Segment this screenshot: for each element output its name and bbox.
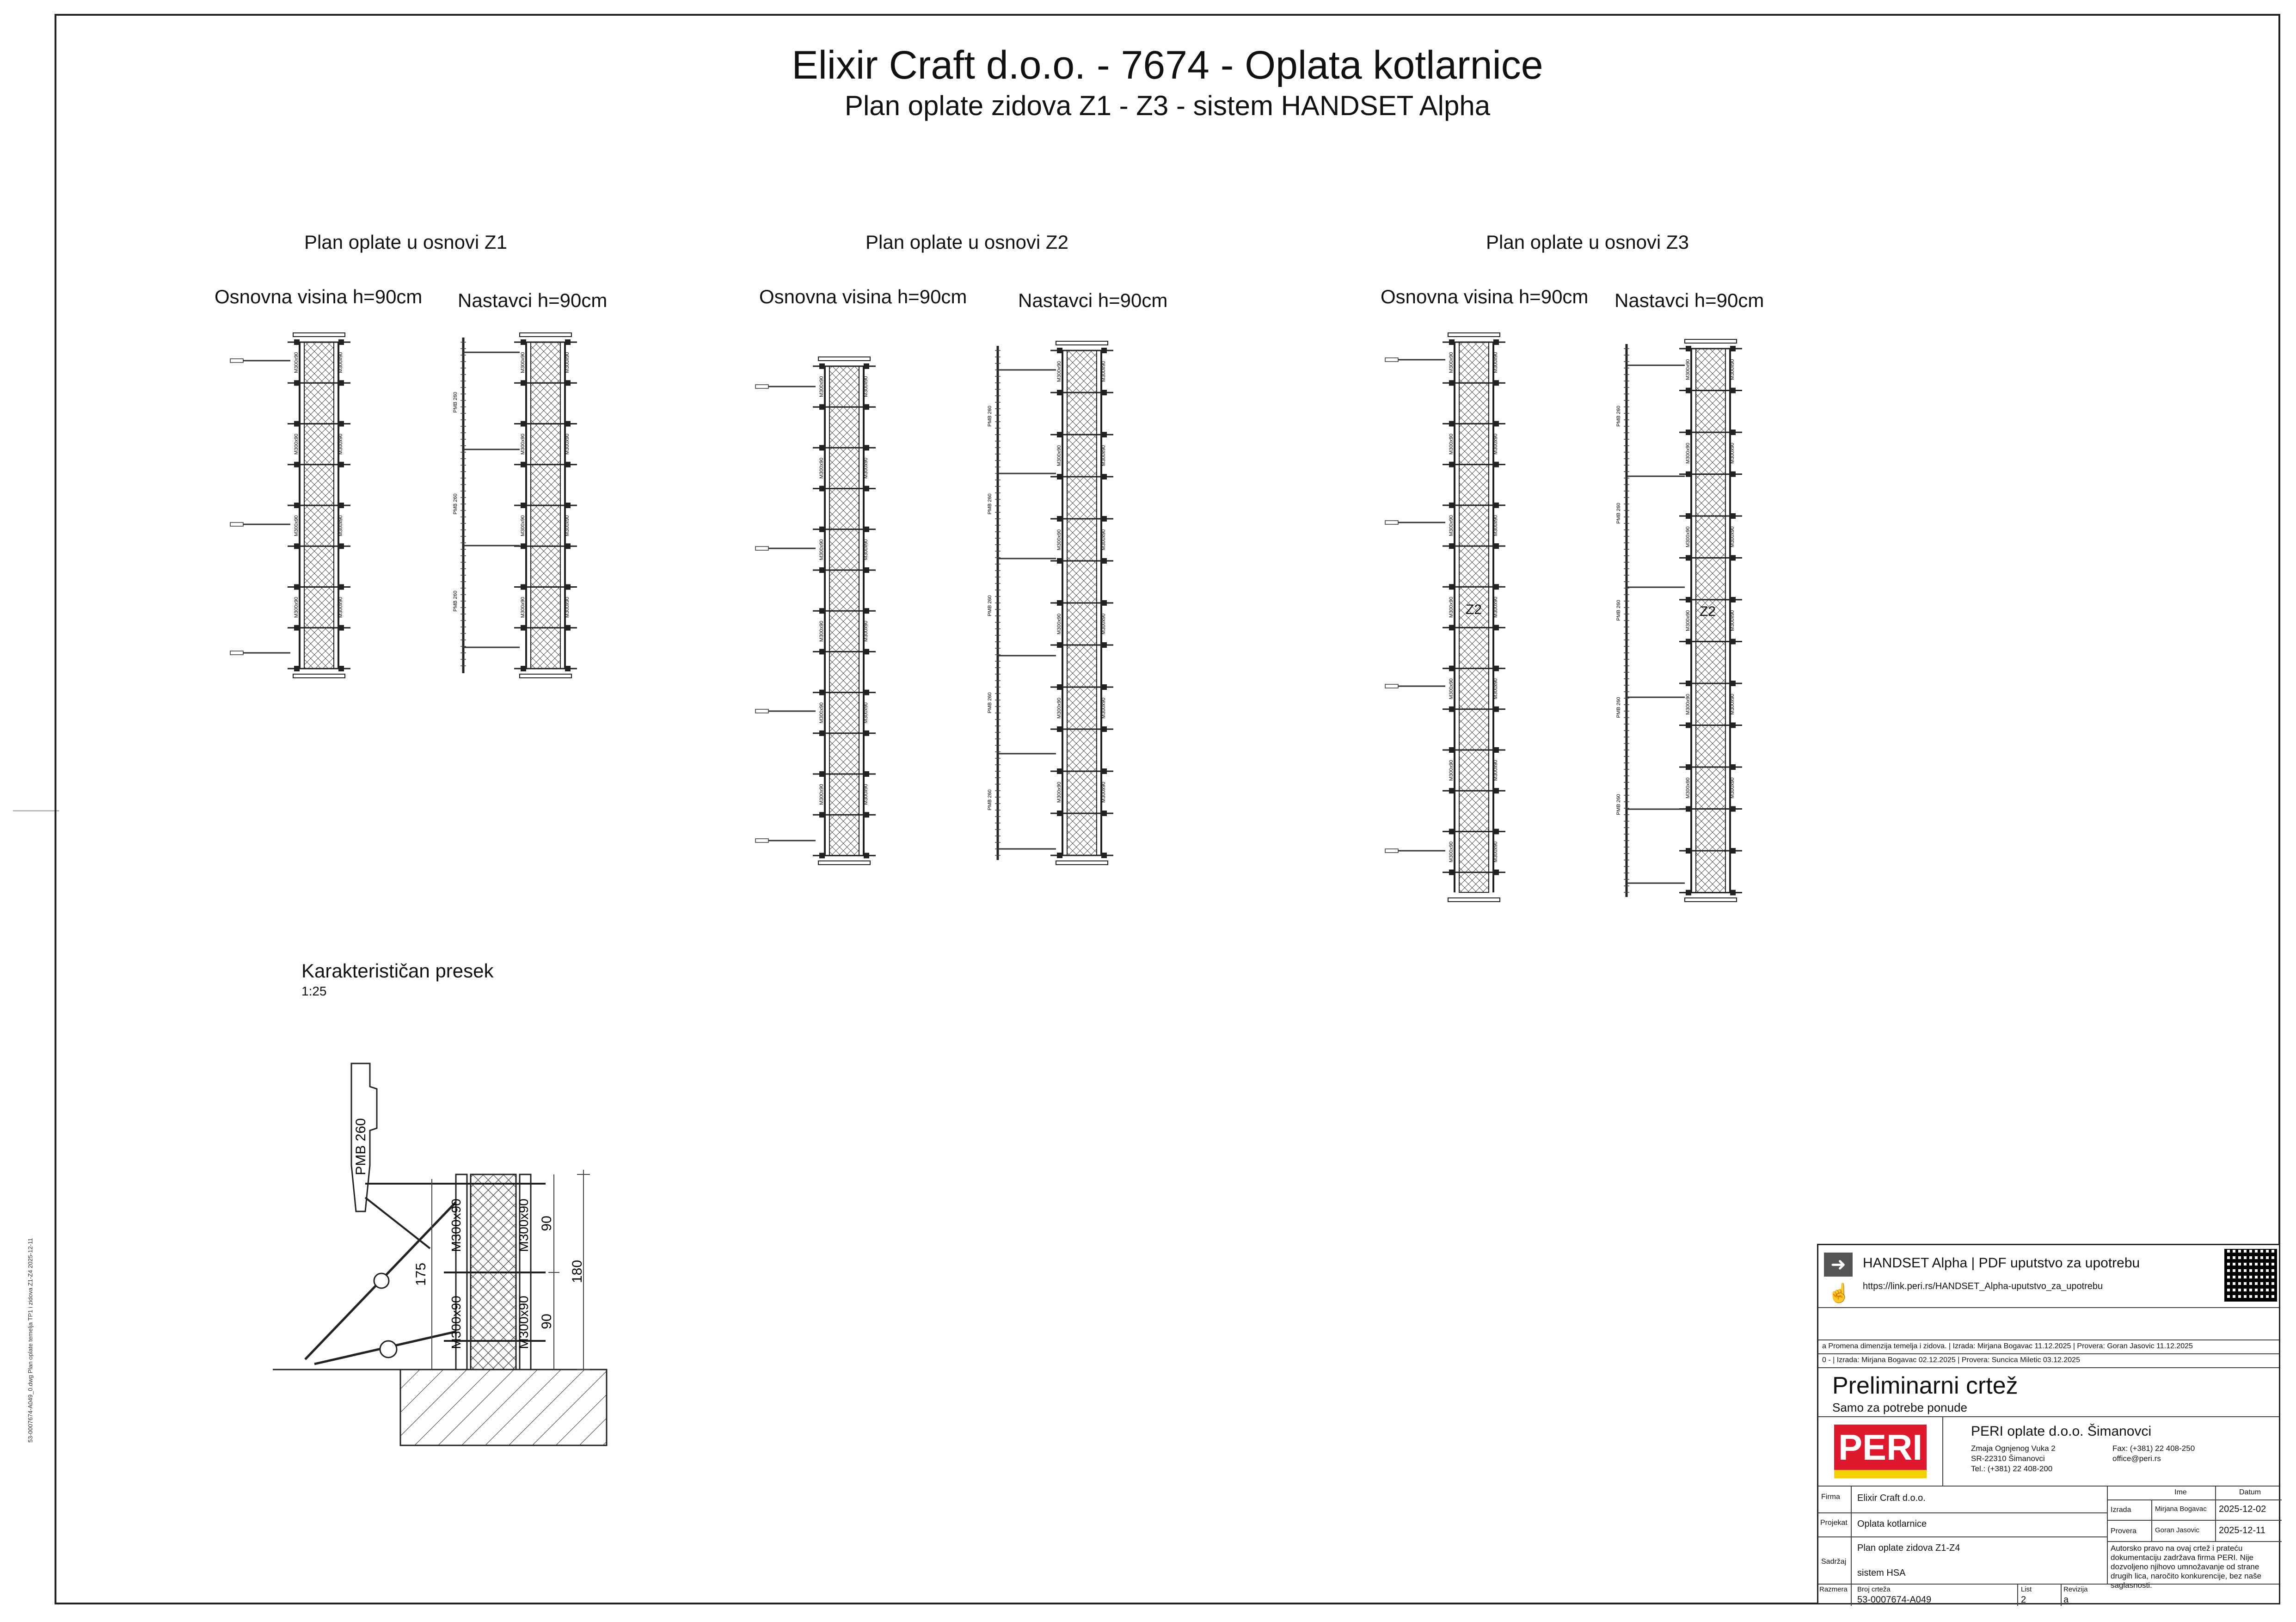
- tb-revizija-label: Revizija: [2063, 1585, 2088, 1593]
- tb-status-note: Samo za potrebe ponude: [1832, 1401, 1967, 1414]
- plan-prop-label: PMB 260: [1616, 600, 1621, 621]
- plan-panel-label: M300x90: [1101, 445, 1106, 467]
- tb-list: 2: [2021, 1595, 2026, 1605]
- tb-address-1: Zmaja Ognjenog Vuka 2: [1971, 1444, 2056, 1453]
- plan-prop-label: PMB 260: [987, 595, 993, 616]
- plan-prop-label: PMB 260: [453, 493, 458, 515]
- plan-panel-label: M300x90: [819, 457, 824, 479]
- plan-panel-label: M300x90: [1685, 359, 1691, 380]
- page-title: Elixir Craft d.o.o. - 7674 - Oplata kotlarnice: [792, 43, 1543, 87]
- tb-sadrzaj-1: Plan oplate zidova Z1-Z4: [1857, 1543, 1960, 1553]
- tb-blank-row: [1818, 1308, 2279, 1340]
- plan-panel-label: M300x90: [819, 539, 824, 560]
- plan-panel-label: M300x90: [338, 515, 344, 536]
- page-subtitle: Plan oplate zidova Z1 - Z3 - sistem HANDSET Alpha: [844, 90, 1491, 121]
- plan-panel-label: M300x90: [819, 376, 824, 397]
- section-title: Karakterističan presek: [301, 960, 494, 982]
- plan-panel-label: M300x90: [565, 352, 570, 373]
- tb-revision-0-row: [1818, 1354, 2279, 1368]
- tb-revision-a-row: [1818, 1340, 2279, 1354]
- plan-panel-label: M300x90: [1730, 777, 1735, 799]
- plan-panel-label: M300x90: [819, 621, 824, 642]
- file-path-note: 53-0007674-A049_0.dwg Plan oplate temelja TP1 i zidova Z1-Z4 2025-12-11: [27, 1238, 34, 1443]
- plan-panel-label: M300x90: [1449, 433, 1454, 455]
- plan-panel-label: M300x90: [1056, 445, 1062, 467]
- tb-razmera-label: Razmera: [1819, 1585, 1848, 1593]
- plan-prop-label: PMB 260: [1616, 406, 1621, 427]
- plan-panel-label: M300x90: [1730, 359, 1735, 380]
- plan-panel-label: M300x90: [1730, 442, 1735, 464]
- plan-panel-label: M300x90: [565, 515, 570, 536]
- section-panel-label-3: M300x90: [516, 1198, 531, 1252]
- z3-ext-wall-tag: Z2: [1700, 604, 1716, 619]
- tb-firma: Elixir Craft d.o.o.: [1857, 1493, 1926, 1503]
- tb-projekat: Oplata kotlarnice: [1857, 1519, 1927, 1529]
- plan-prop-label: PMB 260: [1616, 503, 1621, 524]
- title-block: [1817, 1244, 2280, 1604]
- plan-prop-label: PMB 260: [987, 789, 993, 811]
- plan-panel-label: M300x90: [1056, 361, 1062, 382]
- tb-projekat-label: Projekat: [1820, 1519, 1848, 1527]
- plan-panel-label: M300x90: [1685, 777, 1691, 799]
- plan-z3-base-label: Osnovna visina h=90cm: [1381, 286, 1589, 307]
- plan-panel-label: M300x90: [1493, 596, 1498, 618]
- plan-panel-label: M300x90: [1685, 610, 1691, 631]
- section-scale: 1:25: [301, 984, 327, 998]
- plan-panel-label: M300x90: [1056, 529, 1062, 551]
- plan-panel-label: M300x90: [1449, 515, 1454, 536]
- plan-prop-label: PMB 260: [453, 392, 458, 413]
- plan-z3-ext-label: Nastavci h=90cm: [1615, 289, 1764, 311]
- foundation-hatch: [400, 1370, 607, 1445]
- plan-panel-label: M300x90: [565, 596, 570, 618]
- plan-panel-label: M300x90: [863, 702, 869, 724]
- section-panel-label-1: M300x90: [449, 1198, 463, 1252]
- plan-panel-label: M300x90: [1493, 433, 1498, 455]
- tb-firma-label: Firma: [1821, 1493, 1840, 1501]
- tb-address-2: SR-22310 Šimanovci: [1971, 1454, 2045, 1463]
- plan-panel-label: M300x90: [294, 433, 299, 455]
- plan-panel-label: M300x90: [863, 457, 869, 479]
- plan-panel-label: M300x90: [1493, 760, 1498, 781]
- plan-panel-label: M300x90: [1449, 678, 1454, 700]
- plan-panel-label: M300x90: [520, 352, 526, 373]
- plan-panel-label: M300x90: [565, 433, 570, 455]
- plan-panel-label: M300x90: [338, 596, 344, 618]
- plan-panel-label: M300x90: [1101, 781, 1106, 803]
- plan-panel-label: M300x90: [1730, 526, 1735, 547]
- plan-panel-label: M300x90: [520, 433, 526, 455]
- tb-sadrzaj-2: sistem HSA: [1857, 1568, 1906, 1578]
- plan-panel-label: M300x90: [819, 784, 824, 805]
- plan-panel-label: M300x90: [294, 515, 299, 536]
- tb-provera-label: Provera: [2111, 1527, 2137, 1535]
- tb-status: Preliminarni crtež: [1832, 1372, 2018, 1399]
- plan-title-z3: Plan oplate u osnovi Z3: [1486, 231, 1689, 253]
- tb-copyright: Autorsko pravo na ovaj crtež i prateću dokumentaciju zadržava firma PERI. Nije dozvoljeno njihovo umnožavanje od strane drugih lica, naročito konkurencije, bez naše saglasnosti.: [2111, 1544, 2262, 1590]
- plan-panel-label: M300x90: [1056, 697, 1062, 719]
- plan-panel-label: M300x90: [863, 784, 869, 805]
- plan-z1-ext-label: Nastavci h=90cm: [458, 289, 608, 311]
- plan-panel-label: M300x90: [1101, 361, 1106, 382]
- tb-revision-a: a Promena dimenzija temelja i zidova. | Izrada: Mirjana Bogavac 11.12.2025 | Provera: Goran Jasovic 11.12.2025: [1822, 1342, 2193, 1350]
- tb-link-title: HANDSET Alpha | PDF uputstvo za upotrebu: [1863, 1255, 2140, 1271]
- tb-sadrzaj-label: Sadržaj: [1821, 1558, 1847, 1566]
- tb-broj-label: Broj crteža: [1857, 1585, 1891, 1593]
- plan-prop-label: PMB 260: [1616, 794, 1621, 815]
- tb-info-grid: [1818, 1487, 2279, 1606]
- plan-panel-label: M300x90: [1056, 781, 1062, 803]
- tb-email[interactable]: office@peri.rs: [2112, 1454, 2161, 1463]
- tb-provera-date: 2025-12-11: [2219, 1525, 2265, 1536]
- hand-pointer-icon: ☝: [1828, 1283, 1851, 1303]
- plan-prop-label: PMB 260: [987, 406, 993, 427]
- section-dim-180: 180: [570, 1260, 585, 1284]
- plan-panel-label: M300x90: [1685, 694, 1691, 715]
- tb-ime-header: Ime: [2174, 1488, 2187, 1496]
- arrow-right-icon: ➜: [1824, 1253, 1853, 1277]
- tb-datum-header: Datum: [2239, 1488, 2261, 1496]
- tb-provera-name: Goran Jasovic: [2155, 1526, 2199, 1534]
- plan-panel-label: M300x90: [1449, 352, 1454, 373]
- section-dim-90-upper: 90: [539, 1216, 554, 1231]
- tb-revision-0: 0 - | Izrada: Mirjana Bogavac 02.12.2025 | Provera: Suncica Miletic 03.12.2025: [1822, 1356, 2080, 1364]
- plan-panel-label: M300x90: [863, 376, 869, 397]
- section-panel-label-4: M300x90: [516, 1296, 531, 1349]
- plan-panel-label: M300x90: [1493, 841, 1498, 863]
- tb-company: PERI oplate d.o.o. Šimanovci: [1971, 1424, 2152, 1439]
- plan-z1-base-label: Osnovna visina h=90cm: [215, 286, 423, 307]
- plan-panel-label: M300x90: [1730, 694, 1735, 715]
- plan-z2-base-label: Osnovna visina h=90cm: [759, 286, 967, 307]
- section-dim-175: 175: [413, 1262, 429, 1286]
- plan-z2-ext-label: Nastavci h=90cm: [1018, 289, 1168, 311]
- tb-list-label: List: [2021, 1585, 2032, 1593]
- plan-prop-label: PMB 260: [1616, 697, 1621, 718]
- plan-panel-label: M300x90: [1493, 352, 1498, 373]
- plan-panel-label: M300x90: [338, 433, 344, 455]
- plan-panel-label: M300x90: [1449, 841, 1454, 863]
- plan-panel-label: M300x90: [1056, 613, 1062, 635]
- tb-izrada-name: Mirjana Bogavac: [2155, 1505, 2207, 1513]
- plan-title-z1: Plan oplate u osnovi Z1: [304, 231, 507, 253]
- tb-izrada-date: 2025-12-02: [2219, 1504, 2266, 1514]
- plan-panel-label: M300x90: [294, 352, 299, 373]
- tb-broj: 53-0007674-A049: [1857, 1595, 1932, 1605]
- plan-panel-label: M300x90: [520, 515, 526, 536]
- peri-logo: PERI: [1818, 1417, 1943, 1487]
- plan-prop-label: PMB 260: [987, 493, 993, 515]
- plan-panel-label: M300x90: [1449, 760, 1454, 781]
- plan-panel-label: M300x90: [1493, 515, 1498, 536]
- plan-panel-label: M300x90: [819, 702, 824, 724]
- plan-panel-label: M300x90: [294, 596, 299, 618]
- plan-panel-label: M300x90: [1685, 442, 1691, 464]
- plan-prop-label: PMB 260: [453, 590, 458, 612]
- tb-fax: Fax: (+381) 22 408-250: [2112, 1444, 2195, 1453]
- tb-izrada-label: Izrada: [2111, 1506, 2131, 1514]
- plan-panel-label: M300x90: [1101, 529, 1106, 551]
- plan-panel-label: M300x90: [1493, 678, 1498, 700]
- tb-company-row: [1818, 1417, 2279, 1487]
- plan-panel-label: M300x90: [863, 621, 869, 642]
- section-dim-90-lower: 90: [539, 1314, 554, 1329]
- plan-panel-label: M300x90: [863, 539, 869, 560]
- tb-phone: Tel.: (+381) 22 408-200: [1971, 1464, 2053, 1473]
- plan-panel-label: M300x90: [338, 352, 344, 373]
- plan-title-z2: Plan oplate u osnovi Z2: [866, 231, 1068, 253]
- tb-revizija: a: [2063, 1595, 2069, 1605]
- plan-panel-label: M300x90: [520, 596, 526, 618]
- tb-status-row: [1818, 1368, 2279, 1417]
- section-prop-label: PMB 260: [353, 1118, 368, 1175]
- tb-link-url[interactable]: https://link.peri.rs/HANDSET_Alpha-uputstvo_za_upotrebu: [1863, 1281, 2103, 1291]
- section-panel-label-2: M300x90: [449, 1296, 463, 1349]
- qr-code-icon: [2224, 1249, 2277, 1302]
- plan-panel-label: M300x90: [1101, 613, 1106, 635]
- z3-base-wall-tag: Z2: [1466, 602, 1482, 617]
- plan-panel-label: M300x90: [1685, 526, 1691, 547]
- plan-panel-label: M300x90: [1101, 697, 1106, 719]
- plan-panel-label: M300x90: [1449, 596, 1454, 618]
- plan-panel-label: M300x90: [1730, 610, 1735, 631]
- tb-link-row: [1818, 1245, 2279, 1308]
- plan-prop-label: PMB 260: [987, 692, 993, 713]
